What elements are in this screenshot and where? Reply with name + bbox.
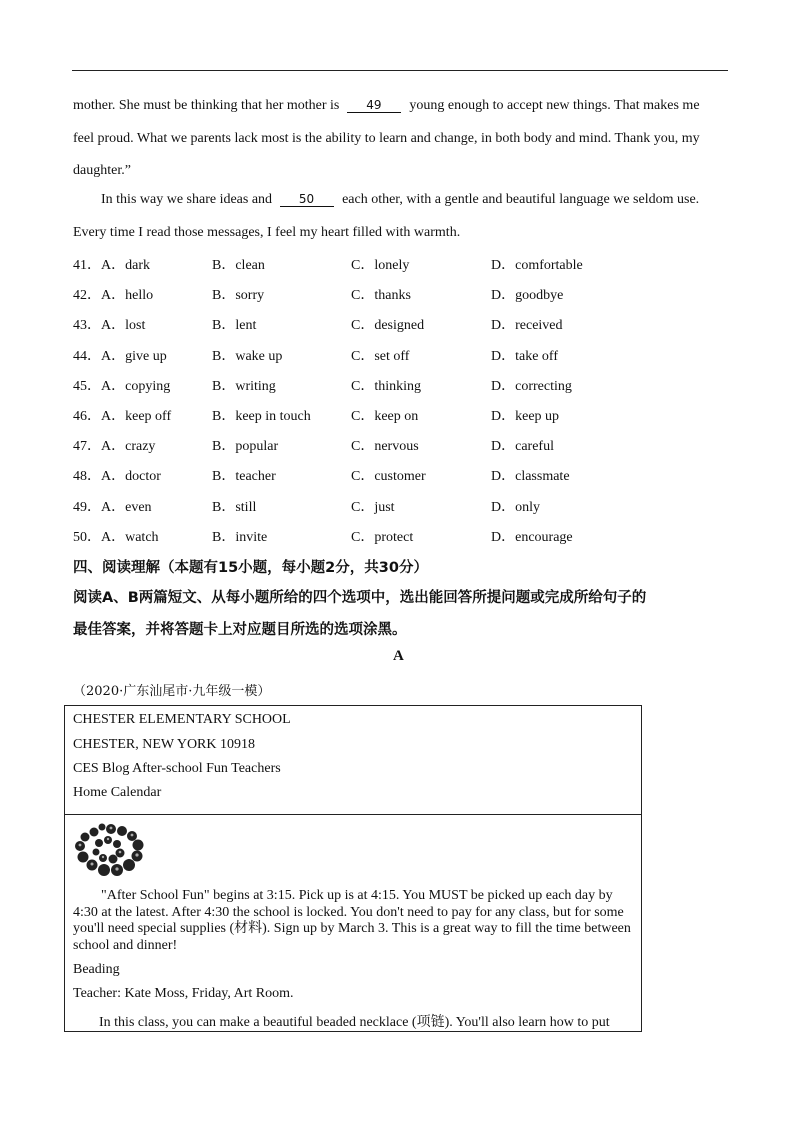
- class-content-box: [64, 814, 642, 1032]
- question-row: [73, 496, 733, 526]
- school-name: CHESTER ELEMENTARY SCHOOL: [73, 712, 291, 727]
- header-rule: [72, 70, 728, 71]
- option-a[interactable]: 43．A．lost: [73, 318, 146, 334]
- section-instruction-2: 最佳答案，并将答题卡上对应题目所选的选项涂黑。: [73, 622, 407, 638]
- option-d[interactable]: D．classmate: [491, 469, 570, 485]
- option-b[interactable]: B．lent: [212, 318, 257, 334]
- option-c[interactable]: C．keep on: [351, 408, 419, 424]
- question-options: [73, 254, 733, 556]
- option-b[interactable]: B．still: [212, 499, 257, 515]
- option-c[interactable]: C．thinking: [351, 378, 422, 394]
- section-heading: 四、阅读理解（本题有15小题，每小题2分，共30分）: [73, 560, 428, 576]
- passage-text: In this way we share ideas and: [101, 192, 273, 207]
- school-header-box: [64, 705, 642, 815]
- option-c[interactable]: C．just: [351, 499, 395, 515]
- question-row: [73, 465, 733, 495]
- passage-text: mother. She must be thinking that her mother is: [73, 98, 340, 113]
- question-row: [73, 435, 733, 465]
- option-b[interactable]: B．wake up: [212, 348, 283, 364]
- option-b[interactable]: B．teacher: [212, 469, 276, 485]
- option-a[interactable]: 49．A．even: [73, 499, 152, 515]
- school-nav-links[interactable]: CES Blog After-school Fun Teachers: [73, 761, 281, 776]
- option-d[interactable]: D．correcting: [491, 378, 572, 394]
- option-b[interactable]: B．keep in touch: [212, 408, 311, 424]
- option-d[interactable]: D．received: [491, 318, 563, 334]
- option-d[interactable]: D．goodbye: [491, 288, 564, 304]
- option-c[interactable]: C．thanks: [351, 288, 411, 304]
- class-description: In this class, you can make a beautiful beaded necklace (项链). You'll also learn how to put: [99, 1015, 610, 1030]
- option-a[interactable]: 46．A．keep off: [73, 408, 172, 424]
- question-row: [73, 314, 733, 344]
- option-d[interactable]: D．keep up: [491, 408, 560, 424]
- passage-text: young enough to accept new things. That makes me: [409, 98, 700, 113]
- option-b[interactable]: B．sorry: [212, 288, 265, 304]
- blank-50: 50: [280, 192, 334, 207]
- question-row: [73, 254, 733, 284]
- passage-line-4: [101, 192, 761, 208]
- question-row: [73, 405, 733, 435]
- option-c[interactable]: C．designed: [351, 318, 425, 334]
- option-a[interactable]: 45．A．copying: [73, 378, 171, 394]
- option-b[interactable]: B．popular: [212, 439, 279, 455]
- option-a[interactable]: 41．A．dark: [73, 258, 150, 273]
- option-b[interactable]: B．clean: [212, 258, 265, 273]
- passage-line-5: Every time I read those messages, I feel my heart filled with warmth.: [73, 225, 461, 240]
- option-c[interactable]: C．lonely: [351, 258, 410, 273]
- question-row: [73, 375, 733, 405]
- option-a[interactable]: 42．A．hello: [73, 288, 154, 304]
- section-instruction-1: 阅读A、B两篇短文、从每小题所给的四个选项中，选出能回答所提问题或完成所给句子的: [73, 590, 647, 606]
- option-d[interactable]: D．comfortable: [491, 258, 583, 273]
- passage-line-2: feel proud. What we parents lack most is the ability to learn and change, in both body and mind. Thank you, my: [73, 131, 700, 146]
- option-a[interactable]: 47．A．crazy: [73, 439, 156, 455]
- class-name: Beading: [73, 962, 120, 977]
- option-a[interactable]: 44．A．give up: [73, 348, 167, 364]
- intro-paragraph: "After School Fun" begins at 3:15. Pick up is at 4:15. You MUST be picked up each day by 4:30 at the latest. After 4:30 the school is locked. You don't need to pay for any class, but for some you'll need special supplies (材料). Sign up by March 3. This is a great way to fill the time between school and dinner!: [73, 888, 631, 953]
- option-a[interactable]: 50．A．watch: [73, 529, 159, 545]
- option-c[interactable]: C．nervous: [351, 439, 419, 455]
- option-c[interactable]: C．customer: [351, 469, 426, 485]
- option-b[interactable]: B．invite: [212, 529, 268, 545]
- beaded-necklace-icon: [71, 819, 151, 877]
- option-d[interactable]: D．careful: [491, 439, 554, 455]
- question-row: [73, 284, 733, 314]
- school-nav-links-2[interactable]: Home Calendar: [73, 785, 162, 800]
- option-d[interactable]: D．take off: [491, 348, 558, 364]
- source-note: （2020·广东汕尾市·九年级一模）: [73, 684, 271, 699]
- option-c[interactable]: C．set off: [351, 348, 410, 364]
- school-address: CHESTER, NEW YORK 10918: [73, 737, 255, 752]
- passage-line-1: [73, 98, 733, 114]
- option-a[interactable]: 48．A．doctor: [73, 469, 161, 485]
- passage-text: each other, with a gentle and beautiful language we seldom use.: [342, 192, 700, 207]
- passage-line-3: daughter.”: [73, 163, 131, 178]
- question-row: [73, 526, 733, 556]
- question-row: [73, 345, 733, 375]
- option-d[interactable]: D．encourage: [491, 529, 573, 545]
- teacher-line: Teacher: Kate Moss, Friday, Art Room.: [73, 986, 294, 1001]
- blank-49: 49: [347, 98, 401, 113]
- option-c[interactable]: C．protect: [351, 529, 414, 545]
- option-b[interactable]: B．writing: [212, 378, 276, 394]
- part-label: A: [393, 648, 404, 664]
- option-d[interactable]: D．only: [491, 499, 540, 515]
